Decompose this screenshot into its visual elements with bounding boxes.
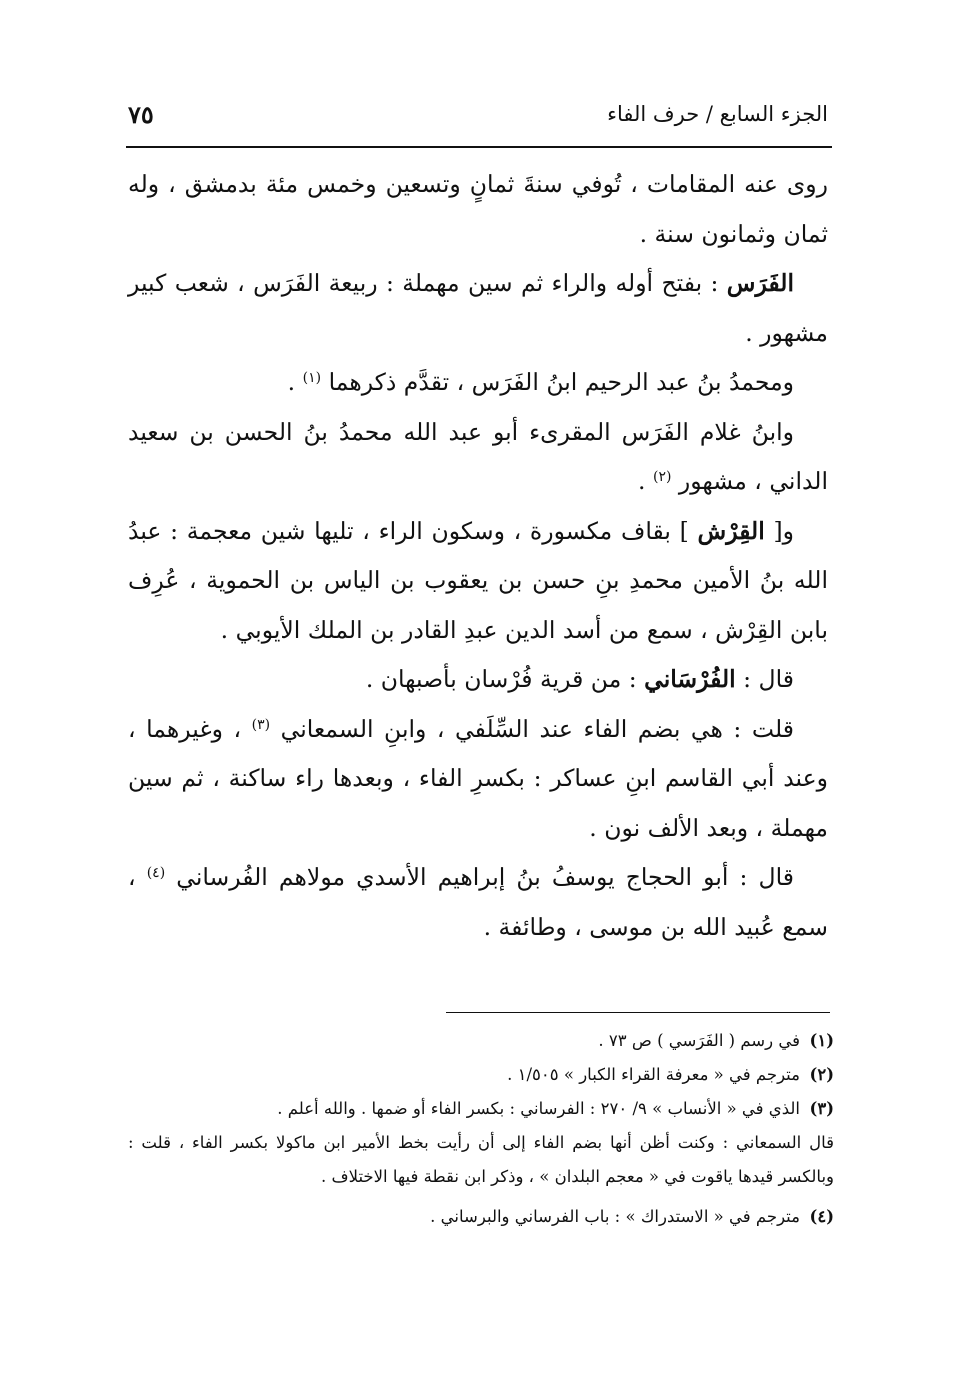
footnote-text: مترجم في « معرفة القراء الكبار » ١/٥٠٥ .	[507, 1065, 800, 1084]
footnote-4	[128, 1200, 834, 1234]
footnote-1	[128, 1024, 834, 1058]
paragraph-8-text-1: قال : أبو الحجاج يوسفُ بنُ إبراهيم الأسدي مولاهم الفُرساني	[176, 863, 794, 891]
footnote-rule	[446, 1012, 830, 1013]
paragraph-5-start: و[	[764, 516, 794, 545]
footnote-number: (٤)	[809, 1207, 834, 1226]
paragraph-2	[128, 259, 828, 358]
paragraph-1-text: روى عنه المقامات ، تُوفي سنةَ ثمانٍ وتسعين وخمس مئة بدمشق ، وله ثمان وثمانون سنة .	[128, 170, 828, 248]
paragraph-8-text-2: ، سمع عُبيد الله بن موسى ، وطائفة .	[128, 863, 828, 941]
paragraph-1	[128, 160, 828, 259]
paragraph-5-text: ] بقاف مكسورة ، وسكون الراء ، تليها شين معجمة : عبدُ الله بنُ الأمين محمدِ بنِ حسن بن يعقوب بن الياس بن الحموية ، عُرِف بابن القِرْش ، سمع من أسد الدين عبدِ القادر بن الملك الأيوبي .	[128, 516, 828, 644]
page-header	[128, 92, 828, 136]
header-rule	[126, 146, 832, 148]
paragraph-4-text: وابنُ غلام الفَرَس المقرىء أبو عبد الله محمدُ بنُ الحسن بن سعيد الداني ، مشهور	[128, 417, 828, 495]
paragraph-6-start: قال :	[735, 665, 794, 693]
footnote-text: في رسم ( الفَرَسي ) ص ٧٣ .	[598, 1031, 800, 1050]
paragraph-3-end: .	[287, 368, 303, 396]
paragraph-7-text-2: ، وغيرهما ، وعند أبي القاسم ابنِ عساكر : بكسرِ الفاء ، وبعدها راء ساكنة ، ثم سين مهملة ، وبعد الألف نون .	[128, 714, 828, 842]
paragraph-4	[128, 408, 828, 507]
paragraph-8	[128, 853, 828, 952]
footnote-number: (٢)	[809, 1065, 834, 1084]
paragraph-7	[128, 705, 828, 854]
paragraph-5	[128, 507, 828, 656]
footnote-3-continuation: قال السمعاني : وكنت أظن أنها بضم الفاء إلى أن رأيت بخط الأمير ابن ماكولا بكسر الفاء ، قلت : وبالكسر قيدها ياقوت في « معجم البلدان » ، وذكر ابن نقطة فيها الاختلاف .	[128, 1133, 834, 1186]
running-head: الجزء السابع / حرف الفاء	[607, 102, 828, 126]
paragraph-4-end: .	[638, 467, 653, 495]
entry-term-alfursani: الفُرْسَاني	[644, 665, 736, 693]
footnote-2	[128, 1058, 834, 1092]
paragraph-7-text-1: قلت : هي بضم الفاء عند السِّلَفي ، وابنِ السمعاني	[280, 714, 794, 743]
footnote-number: (١)	[809, 1031, 834, 1050]
footnote-ref-1[interactable]: (١)	[302, 370, 322, 386]
footnote-text: الذي في « الأنساب » ٩/ ٢٧٠ : الفرساني : بكسر الفاء أو ضمها . والله أعلم .	[277, 1099, 800, 1118]
paragraph-6-text: : من قرية فُرْسان بأصبهان .	[365, 665, 645, 693]
entry-term-alfaras: الفَرَس	[726, 269, 794, 297]
entry-term-alqirsh: القِرْش	[697, 516, 765, 545]
paragraph-3	[128, 358, 828, 408]
paragraph-6	[128, 655, 828, 705]
main-text	[128, 160, 828, 952]
footnotes	[128, 1024, 834, 1234]
paragraph-2-text: : بفتح أوله والراء ثم سين مهملة : ربيعة الفَرَس ، شعب كبير مشهور .	[128, 269, 828, 347]
footnote-ref-2[interactable]: (٢)	[652, 469, 672, 485]
footnote-ref-4[interactable]: (٤)	[146, 865, 166, 881]
page-number: ٧٥	[128, 99, 154, 129]
footnote-ref-3[interactable]: (٣)	[251, 716, 271, 733]
paragraph-3-text: ومحمدُ بنُ عبد الرحيم ابنُ الفَرَس ، تقدَّم ذكرهما	[328, 368, 794, 396]
footnote-text: مترجم في « الاستدراك » : باب الفرساني والبرساني .	[430, 1207, 800, 1226]
footnote-3	[128, 1092, 834, 1126]
footnote-number: (٣)	[809, 1099, 834, 1118]
